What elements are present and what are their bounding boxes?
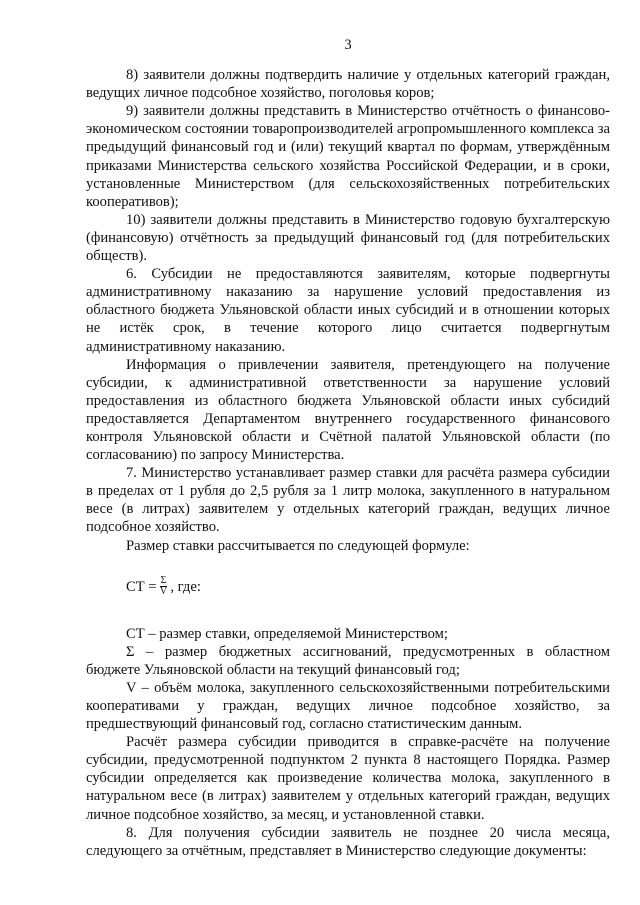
item-8-paragraph: 8) заявители должны подтвердить наличие у отдельных категорий граждан, ведущих личное подсобное хозяйство, поголовья коров; bbox=[86, 67, 610, 102]
formula-intro: Размер ставки рассчитывается по следующей формуле: bbox=[126, 537, 470, 554]
formula-fraction bbox=[160, 576, 168, 597]
formula-numerator: Σ bbox=[160, 575, 167, 587]
clause-7-paragraph: 7. Министерство устанавливает размер ставки для расчёта размера субсидии в пределах от 1 рубля до 2,5 рубля за 1 литр молока, закупленного в натуральном весе (в литрах) заявителем у отдельных категорий граждан, ведущих личное подсобное хозяйство. bbox=[86, 465, 610, 536]
calculation-paragraph: Расчёт размера субсидии приводится в справке-расчёте на получение субсидии, предусмотренной подпунктом 2 пункта 8 настоящего Порядка. Размер субсидии определяется как произведение количества молока, закупленного в натуральном весе (в литрах) заявителем у отдельных категорий граждан, ведущих личное подсобное хозяйство, за месяц, и установленной ставки. bbox=[86, 734, 610, 823]
formula-suffix: , где: bbox=[170, 578, 201, 595]
rate-formula bbox=[86, 573, 610, 601]
page-number: 3 bbox=[344, 37, 352, 53]
definition-sigma: Σ – размер бюджетных ассигнований, предусмотренных в областном бюджете Ульяновской области на текущий финансовый год; bbox=[86, 643, 610, 678]
item-10-paragraph: 10) заявители должны представить в Министерство годовую бухгалтерскую (финансовую) отчётность за предыдущий финансовый год (для потребительских обществ). bbox=[86, 211, 610, 265]
definition-v: V – объём молока, закупленного сельскохозяйственными потребительскими кооперативами у граждан, ведущих личное подсобное хозяйство, за предшествующий финансовый год, согласно статистическим данным. bbox=[86, 679, 610, 733]
formula-lhs: СТ = bbox=[126, 578, 157, 595]
clause-6-paragraph: 6. Субсидии не предоставляются заявителям, которые подвергнуты административному наказанию за нарушение условий предоставления из областного бюджета Ульяновской области иных субсидий и в отношении которых не истёк срок, в течение которого лицо считается подвергнутым административному наказанию. bbox=[86, 266, 610, 355]
information-paragraph: Информация о привлечении заявителя, претендующего на получение субсидии, к административной ответственности за нарушение условий предоставления из областного бюджета Ульяновской области иных субсидий предоставляется Департаментом внутреннего государственного финансового контроля Ульяновской области и Счётной палатой Ульяновской области (по согласованию) по запросу Министерства. bbox=[86, 356, 610, 464]
item-9-paragraph: 9) заявители должны представить в Министерство отчётность о финансово-экономическом состоянии товаропроизводителей агропромышленного комплекса за предыдущий финансовый год и (или) текущий квартал по формам, утверждённым приказами Министерства сельского хозяйства Российской Федерации, и в сроки, установленные Министерством (для сельскохозяйственных потребительских кооперативов); bbox=[86, 103, 610, 210]
definition-st: СТ – размер ставки, определяемой Министерством; bbox=[126, 625, 448, 642]
formula-denominator: V bbox=[159, 586, 168, 598]
clause-8-paragraph: 8. Для получения субсидии заявитель не позднее 20 числа месяца, следующего за отчётным, представляет в Министерство следующие документы: bbox=[86, 824, 610, 859]
